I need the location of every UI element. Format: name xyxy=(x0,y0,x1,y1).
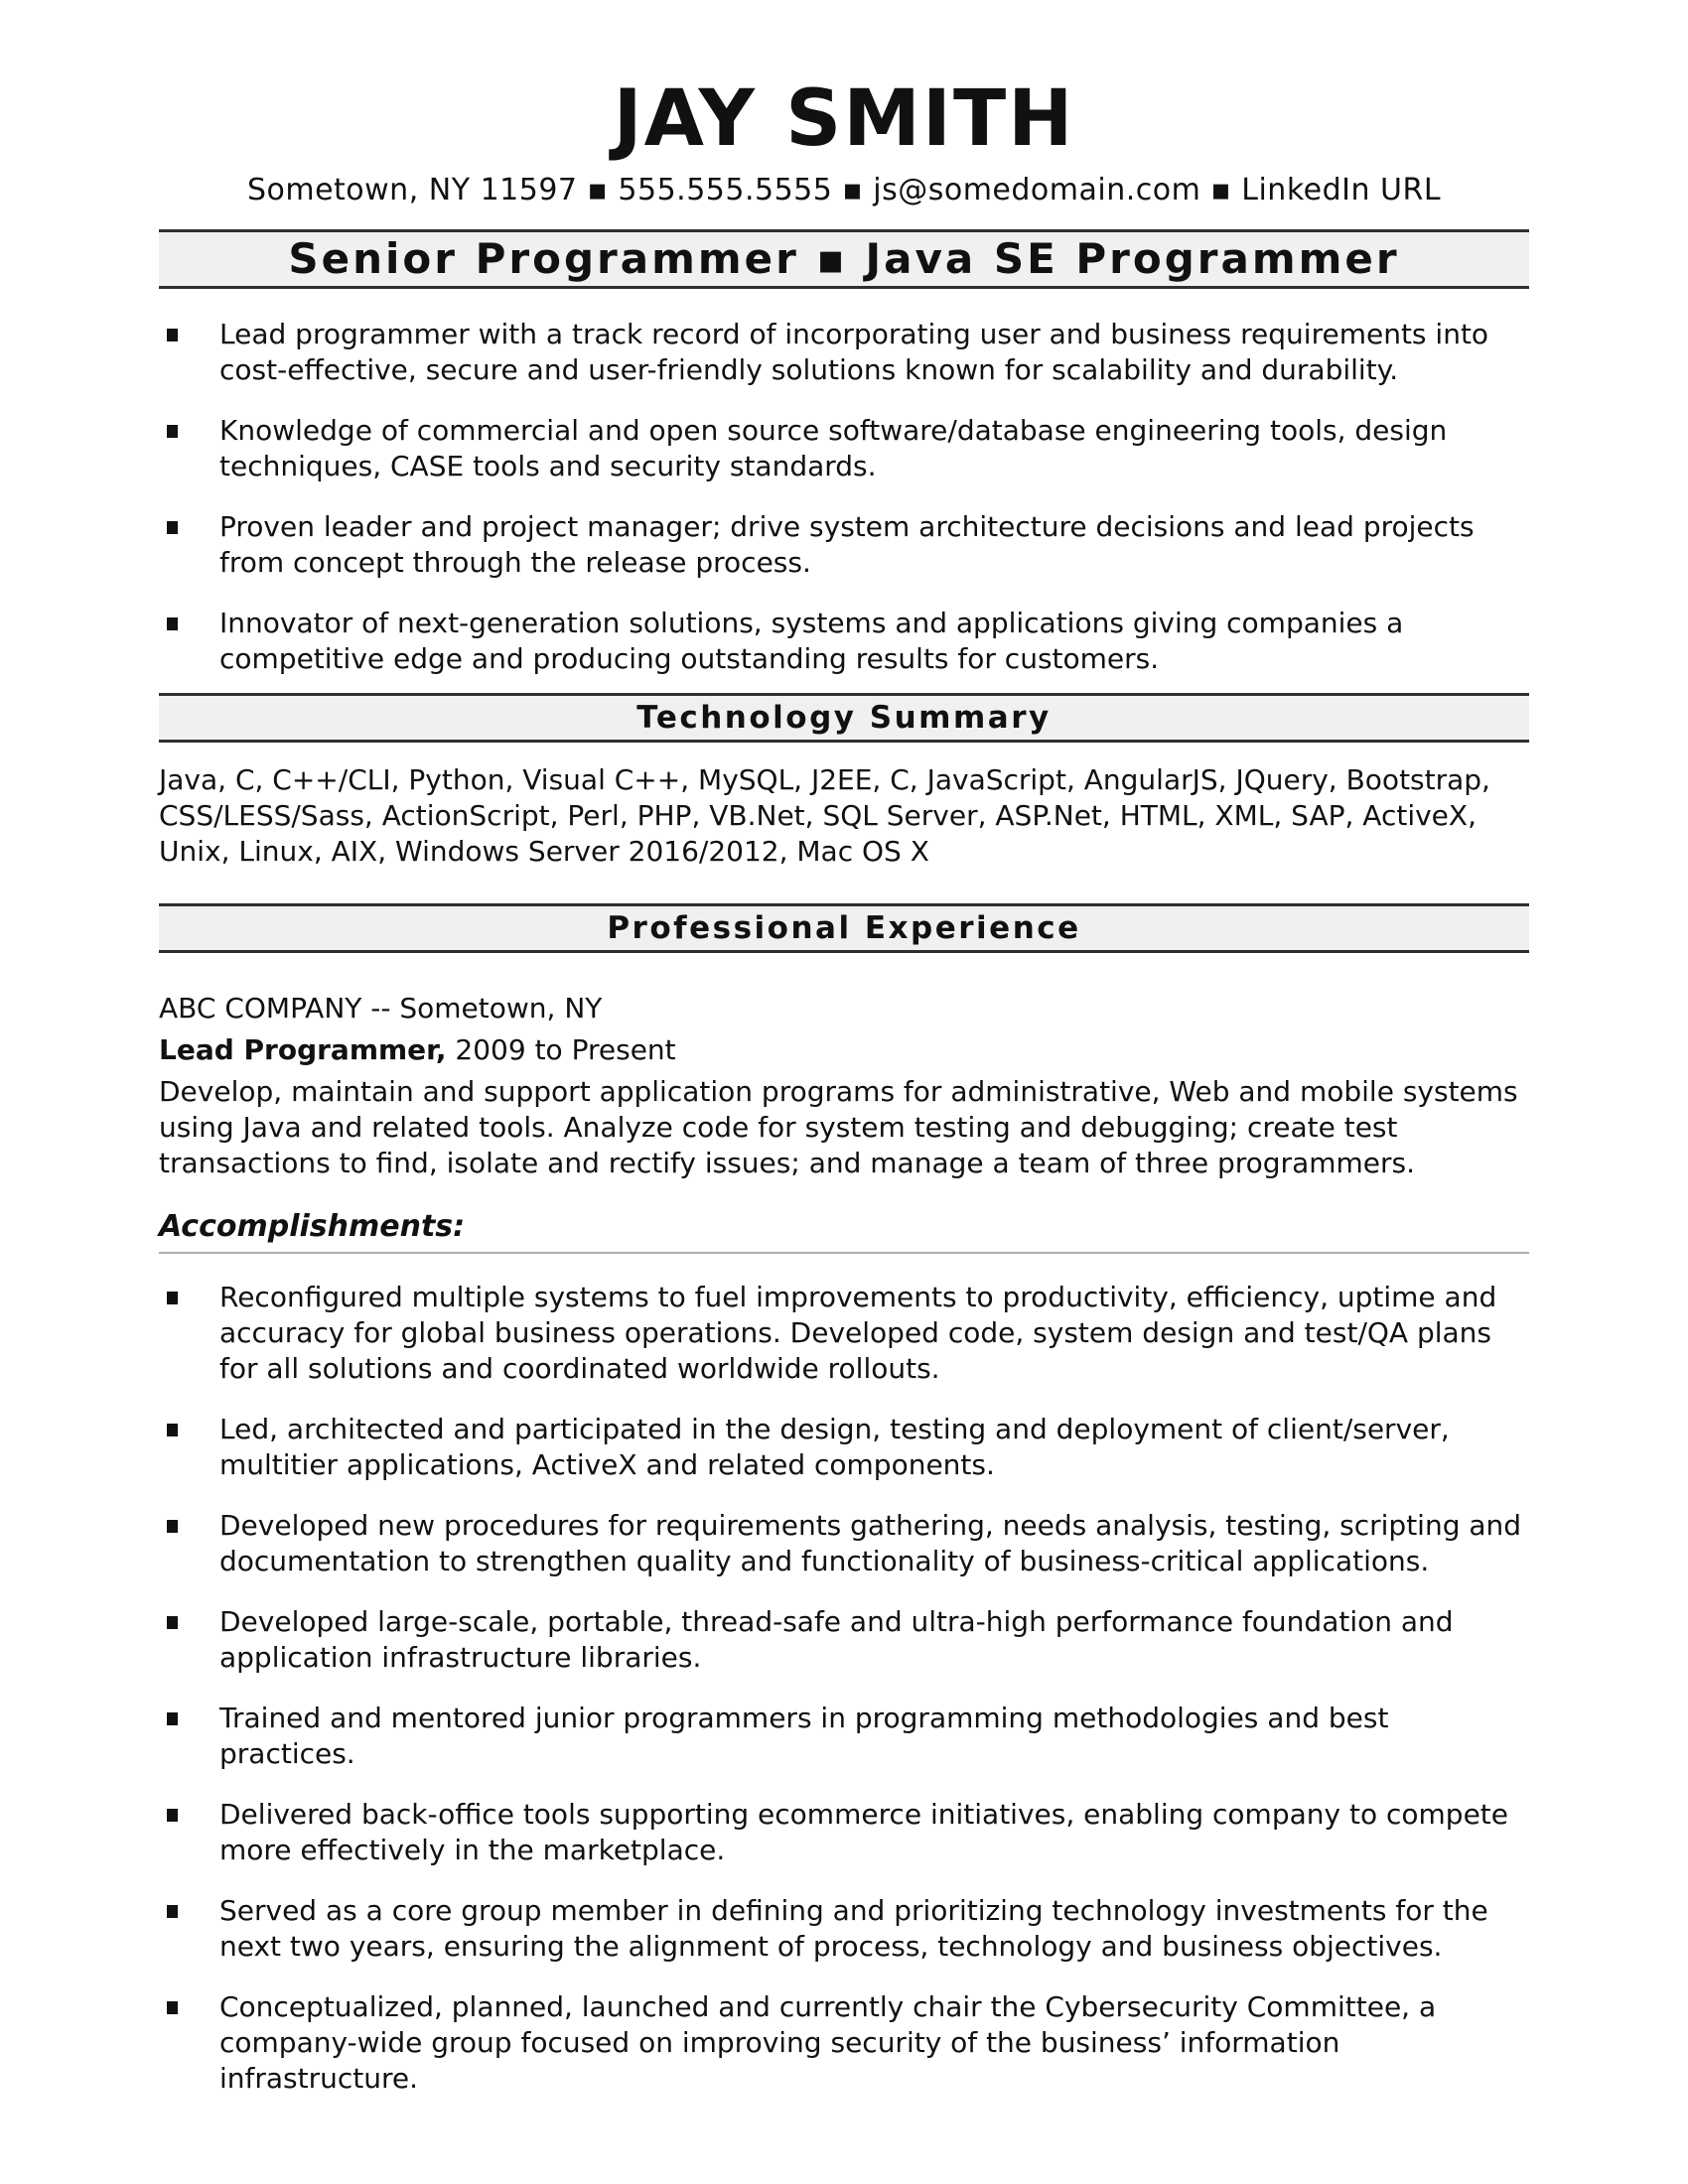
summary-bullet-text: Proven leader and project manager; drive system architecture decisions and lead projects from concept through the release process. xyxy=(219,509,1475,579)
list-item xyxy=(159,1508,1529,1579)
accomplishment-text: Trained and mentored junior programmers in programming methodologies and best practices. xyxy=(219,1701,1389,1770)
summary-bullet-list xyxy=(159,317,1529,677)
candidate-name: JAY SMITH xyxy=(613,74,1075,164)
bullet-square-icon xyxy=(167,1520,178,1533)
list-item xyxy=(159,1893,1529,1965)
role-dates: 2009 to Present xyxy=(446,1032,676,1066)
bullet-square-icon xyxy=(167,425,178,438)
professional-experience-heading: Professional Experience xyxy=(159,903,1529,953)
list-item xyxy=(159,509,1529,581)
list-item xyxy=(159,1989,1529,2097)
accomplishment-text: Developed new procedures for requirements gathering, needs analysis, testing, scripting and documentation to strengthen quality and functionality of business-critical applications. xyxy=(219,1508,1522,1577)
accomplishment-text: Reconfigured multiple systems to fuel improvements to productivity, efficiency, uptime and accuracy for global business operations. Developed code, system design and test/QA plans for all solutions and coordinated worldwide rollouts. xyxy=(219,1280,1497,1385)
bullet-square-icon xyxy=(167,1905,178,1918)
list-item xyxy=(159,317,1529,388)
list-item xyxy=(159,1701,1529,1772)
list-item xyxy=(159,1604,1529,1676)
role-line xyxy=(159,1032,1529,1068)
accomplishment-text: Served as a core group member in defining and prioritizing technology investments for the next two years, ensuring the alignment of process, technology and business objectives. xyxy=(219,1893,1488,1963)
bullet-square-icon xyxy=(167,329,178,341)
role-title: Lead Programmer, xyxy=(159,1032,447,1066)
list-item xyxy=(159,413,1529,484)
summary-bullet-text: Innovator of next-generation solutions, systems and applications giving companies a competitive edge and producing outstanding results for customers. xyxy=(219,606,1404,675)
bullet-square-icon xyxy=(167,1292,178,1304)
accomplishment-text: Led, architected and participated in the design, testing and deployment of client/server, multitier applications, ActiveX and related components. xyxy=(219,1412,1450,1481)
list-item xyxy=(159,1412,1529,1483)
accomplishment-text: Developed large-scale, portable, thread-safe and ultra-high performance foundation and application infrastructure libraries. xyxy=(219,1604,1454,1674)
accomplishments-list xyxy=(159,1280,1529,2097)
list-item xyxy=(159,1797,1529,1868)
role-description: Develop, maintain and support application programs for administrative, Web and mobile systems using Java and related tools. Analyze code for system testing and debugging; create test transactions to find, isolate and rectify issues; and manage a team of three programmers. xyxy=(159,1074,1518,1179)
bullet-square-icon xyxy=(167,2001,178,2014)
technology-summary-body: Java, C, C++/CLI, Python, Visual C++, MySQL, J2EE, C, JavaScript, AngularJS, JQuery, Bootstrap, CSS/LESS/Sass, ActionScript, Perl, PHP, VB.Net, SQL Server, ASP.Net, HTML, XML, SAP, ActiveX, Unix, Linux, AIX, Windows Server 2016/2012, Mac OS X xyxy=(159,762,1490,868)
technology-summary-heading: Technology Summary xyxy=(159,693,1529,743)
bullet-square-icon xyxy=(167,1809,178,1822)
accomplishment-text: Conceptualized, planned, launched and currently chair the Cybersecurity Committee, a company-wide group focused on improving security of the business’ information infrastructure. xyxy=(219,1989,1437,2095)
list-item xyxy=(159,606,1529,677)
bullet-square-icon xyxy=(167,1616,178,1629)
company-line: ABC COMPANY -- Sometown, NY xyxy=(159,991,603,1024)
bullet-square-icon xyxy=(167,1424,178,1436)
bullet-square-icon xyxy=(167,521,178,534)
job-title-banner: Senior Programmer ▪ Java SE Programmer xyxy=(159,229,1529,289)
summary-bullet-text: Knowledge of commercial and open source software/database engineering tools, design techniques, CASE tools and security standards. xyxy=(219,413,1448,482)
contact-line: Sometown, NY 11597 ▪ 555.555.5555 ▪ js@somedomain.com ▪ LinkedIn URL xyxy=(246,172,1442,207)
bullet-square-icon xyxy=(167,617,178,630)
bullet-square-icon xyxy=(167,1712,178,1725)
summary-bullet-text: Lead programmer with a track record of incorporating user and business requirements into cost-effective, secure and user-friendly solutions known for scalability and durability. xyxy=(219,317,1489,386)
accomplishment-text: Delivered back-office tools supporting ecommerce initiatives, enabling company to compete more effectively in the marketplace. xyxy=(219,1797,1508,1866)
accomplishments-heading: Accomplishments: xyxy=(159,1209,1529,1254)
list-item xyxy=(159,1280,1529,1387)
